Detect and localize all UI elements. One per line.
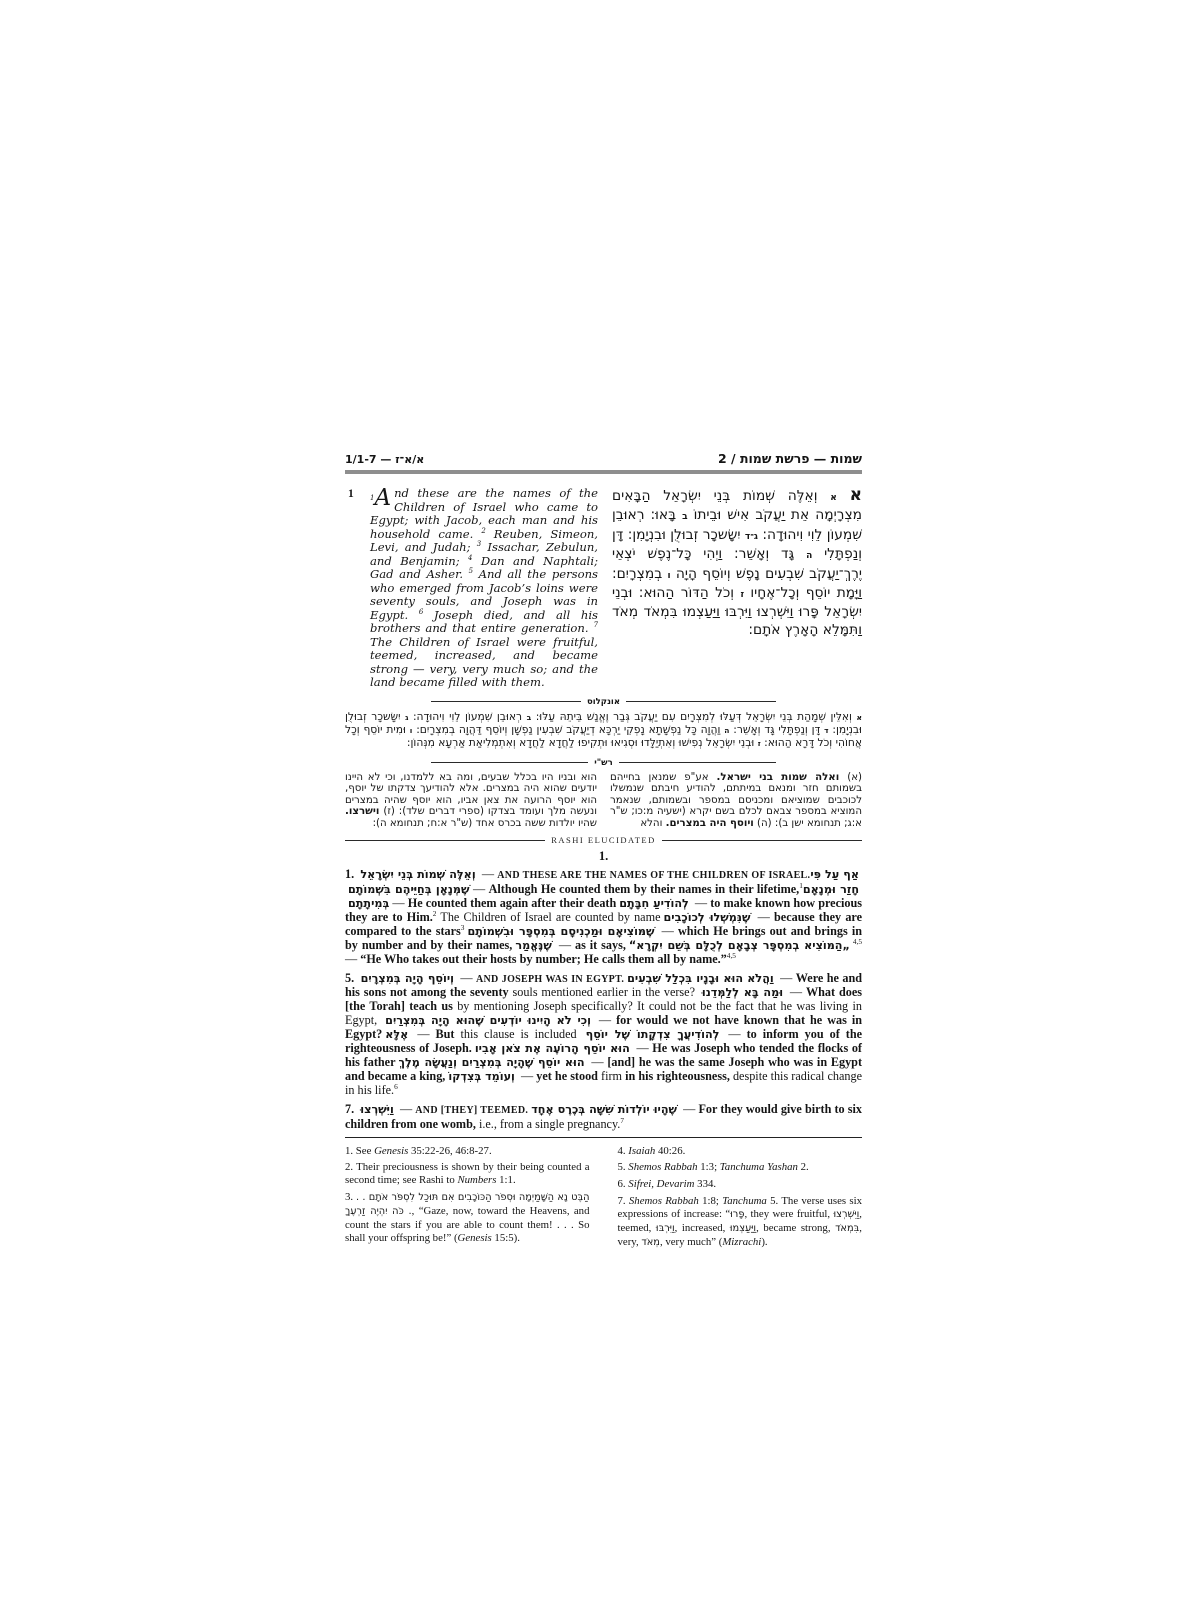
header-parashah-page: שמות — פרשת שמות / 2 <box>718 451 862 466</box>
page-header <box>345 451 862 466</box>
footnote: 5. Shemos Rabbah 1:3; Tanchuma Yashan 2. <box>617 1161 809 1174</box>
footnotes-right-column <box>618 1145 863 1254</box>
hebrew-verse-column <box>612 487 862 690</box>
rashi-left-column: הוא ובניו היו בכלל שבעים, ומה בא ללמדנו, וכי לא היינו יודעים שהוא היה במצרים. אלא להודיעך צדקתו של יוסף, הוא יוסף הרועה את צאן אביו, הוא יוסף שהיה במצרים ונעשה מלך ועומד בצדקו (ספרי דברים שלד): (ז) וישרצו. שהיו יולדות ששה בכרס אחד (ש"ר א:ח; תנחומא ה): <box>345 771 597 829</box>
divider-line <box>431 762 588 763</box>
footnotes-section <box>345 1138 862 1254</box>
footnote: 4. Isaiah 40:26. <box>617 1144 686 1157</box>
english-translation-column <box>345 487 598 690</box>
hebrew-verses-text: א וְאֵלֶּה שְׁמוֹת בְּנֵי יִשְׂרָאֵל הַבָּאִים מִצְרָיְמָה אֵת יַעֲקֹב אִישׁ וּבֵיתוֹ ב בָּאוּ: רְאוּבֵן שִׁמְעוֹן לֵוִי וִיהוּדָה: ג־ד יִשָּׂשכָר זְבוּלֻן וּבִנְיָמִן: דָּן וְנַפְתָּלִי ה גָּד וְאָשֵׁר: וַיְהִי כָּל־נֶפֶשׁ יֹצְאֵי יֶרֶךְ־יַעֲקֹב שִׁבְעִים נָפֶשׁ וְיוֹסֵף הָיָה ו בְמִצְרָיִם: וַיָּמָת יוֹסֵף וְכָל־אֶחָיו ז וְכֹל הַדּוֹר הַהוּא: וּבְנֵי יִשְׂרָאֵל פָּרוּ וַיִּשְׁרְצוּ וַיִּרְבּוּ וַיַּעַצְמוּ בִּמְאֹד מְאֹד וַתִּמָּלֵא הָאָרֶץ אֹתָם: <box>612 488 863 638</box>
footnote: 7. Shemos Rabbah 1:8; Tanchuma 5. The verse uses six expressions of increase: “פָּרוּ, they were fruitful, וַיִּשְׁרְצוּ, teemed, וַיִּרְבּוּ, increased, וַיַּעַצְמוּ, became strong, בִּמְאֹד, very, מְאֹד, very much” (Mizrachi). <box>617 1195 862 1248</box>
divider-line <box>662 840 862 841</box>
footnote: 2. Their preciousness is shown by their being counted a second time; see Rashi to Numbers 1:1. <box>345 1161 590 1187</box>
chapter-letter: א <box>849 485 862 505</box>
rashi-label: רש"י <box>594 757 613 768</box>
footnotes-left-column <box>345 1145 590 1254</box>
rashi-right-column: (א) ואלה שמות בני ישראל. אע"פ שמנאן בחייהם בשמותם חזר ומנאם במיתתם, להודיע חיבתם שנמשלו לכוכבים שמוציאם ומכניסם במספר ובשמותם, שנאמר המוציא במספר צבאם לכלם בשם יקרא (ישעיה מ:כו; ש"ר א:ג; תנחומא ישן ב): (ה) ויוסף היה במצרים. והלא <box>610 771 862 829</box>
footnote: 1. See Genesis 35:22-26, 46:8-27. <box>345 1144 492 1157</box>
rashi-elucidated-label: RASHI ELUCIDATED <box>551 835 656 846</box>
divider-line <box>619 762 776 763</box>
rashi-commentary <box>345 772 862 830</box>
elucidated-paragraph-7: 7. וַיִּשְׁרְצוּ — AND [THEY] TEEMED. שֶׁהָיוּ יוֹלְדוֹת שִׁשָּׁה בְּכֶרֶס אֶחָד — For they would give birth to six children from one womb, i.e., from a single pregnancy.$^7$ <box>345 1101 863 1131</box>
divider-line <box>431 701 581 702</box>
onkelos-divider <box>431 697 776 707</box>
chapter-section-number: 1. <box>598 849 609 864</box>
footnote: 3. הַבֶּט נָא הַשָּׁמַיְמָה וּסְפֹר הַכּוֹכָבִים אִם תּוּכַל לִסְפֹּר אֹתָם . . . כֹּה יִהְיֶה זַרְעֶךָ, “Gaze, now, toward the Heavens, and count the stars if you are able to count them! . . . So shall your offspring be!” (Genesis 15:5). <box>345 1191 590 1244</box>
footnote: 6. Sifrei, Devarim 334. <box>617 1178 717 1191</box>
divider-line <box>345 840 545 841</box>
onkelos-text: א וְאִלֵּין שְׁמָהַת בְּנֵי יִשְׂרָאֵל דְּעַלּוּ לְמִצְרָיִם עִם יַעֲקֹב גְּבַר וֶאֱנַשׁ בֵּיתֵהּ עַלּוּ: ב רְאוּבֵן שִׁמְעוֹן לֵוִי וִיהוּדָה: ג יִשָּׂשכָר זְבוּלֻן וּבִנְיָמִן: ד דָּן וְנַפְתָּלִי גָּד וְאָשֵׁר: ה וַהֲוָה כָּל נַפְשָׁתָא נָפְקֵי יַרְכָּא דְיַעֲקֹב שִׁבְעִין נַפְשָׁן וְיוֹסֵף דַּהֲוָה בְמִצְרָיִם: ו וּמִית יוֹסֵף וְכָל אֲחוֹהִי וְכֹל דָּרָא הַהוּא: ז וּבְנֵי יִשְׂרָאֵל נְפִישׁוּ וְאִתְיַלָּדוּ וּסְגִיאוּ וּתְקִיפוּ לַחֲדָא לַחֲדָא וְאִתְמְלִיאַת אַרְעָא מִנְּהוֹן: <box>345 709 862 750</box>
verse-margin-number: 1 <box>348 488 354 500</box>
divider-line <box>626 701 776 702</box>
torah-verse-section <box>345 487 862 690</box>
header-rule <box>345 470 862 474</box>
elucidated-paragraph-1: 1. וְאֵלֶּה שְׁמוֹת בְּנֵי יִשְׂרָאֵל — AND THESE ARE THE NAMES OF THE CHILDREN OF ISRAEL.אַף עַל פִּי שֶׁמְּנָאָן בְּחַיֵּיהֶם בִּשְׁמוֹתָם — Although He counted them by their names in their lifetime,$^1$חָזַר וּמְנָאָם בְּמִיתָתָם — He counted them again after their death לְהוֹדִיעַ חִבָּתָם — to make known how precious they are to Him.$^2$ The Children of Israel are counted by name שֶׁנִּמְשְׁלוּ לְכוֹכָבִים — because they are compared to the stars$^3$ שֶׁמּוֹצִיאָם וּמַכְנִיסָם בְּמִסְפָּר וּבִשְׁמוֹתָם — which He brings out and brings in by number and by their names, שֶׁנֶּאֱמַר — as it says, „הַמּוֹצִיא בְמִסְפָּר צְבָאָם לְכֻלָּם בְּשֵׁם יִקְרָא“ $^{4,5}$ — “He Who takes out their hosts by number; He calls them all by name.”$^{4,5}$ <box>345 867 863 966</box>
rashi-elucidated-divider <box>345 835 862 845</box>
onkelos-label: אונקלוס <box>586 696 621 707</box>
rashi-divider <box>431 758 776 768</box>
chumash-page <box>345 451 862 1254</box>
elucidated-paragraph-5: 5. וְיוֹסֵף הָיָה בְּמִצְרָיִם — AND JOSEPH WAS IN EGYPT. וַהֲלֹא הוּא וּבָנָיו בִּכְלַל שִׁבְעִים — Were he and his sons not among the seventy souls mentioned earlier in the verse? וּמַה בָּא לְלַמְּדֵנוּ — What does [the Torah] teach us by mentioning Joseph specifically? It could not be the fact that he was living in Egypt, וְכִי לֹא הָיִינוּ יוֹדְעִים שֶׁהוּא הָיָה בְּמִצְרַיִם — for would we not have known that he was in Egypt? אֶלָּא — But this clause is included לְהוֹדִיעֲךָ צִדְקָתוֹ שֶׁל יוֹסֵף — to inform you of the righteousness of Joseph. הוּא יוֹסֵף הָרוֹעֶה אֶת צֹאן אָבִיו — He was Joseph who tended the flocks of his father הוּא יוֹסֵף שֶׁהָיָה בְּמִצְרַיִם וְנַעֲשָׂה מֶלֶךְ — [and] he was the same Joseph who was in Egypt and became a king, וְעוֹמֵד בְּצִדְקוֹ — yet he stood firm in his righteousness, despite this radical change in his life.$^6$ <box>345 970 863 1097</box>
english-translation-text: $^1$A nd these are the names of the Children of Israel who came to Egypt; with Jacob, each man and his household came. $^2$ Reuben, Simeon, Levi, and Judah; $^3$ Issachar, Zebulun, and Benjamin; $^4$ Dan and Naphtali; Gad and Asher. $^5$ And all the persons who emerged from Jacob’s loins were seventy souls, and Joseph was in Egypt. $^6$ Joseph died, and all his brothers and that entire generation. $^7$ The Children of Israel were fruitful, teemed, increased, and became strong — very, very much so; and the land became filled with them. <box>370 485 599 689</box>
header-verse-range: 1/1-7 — א/א־ז <box>345 453 425 466</box>
